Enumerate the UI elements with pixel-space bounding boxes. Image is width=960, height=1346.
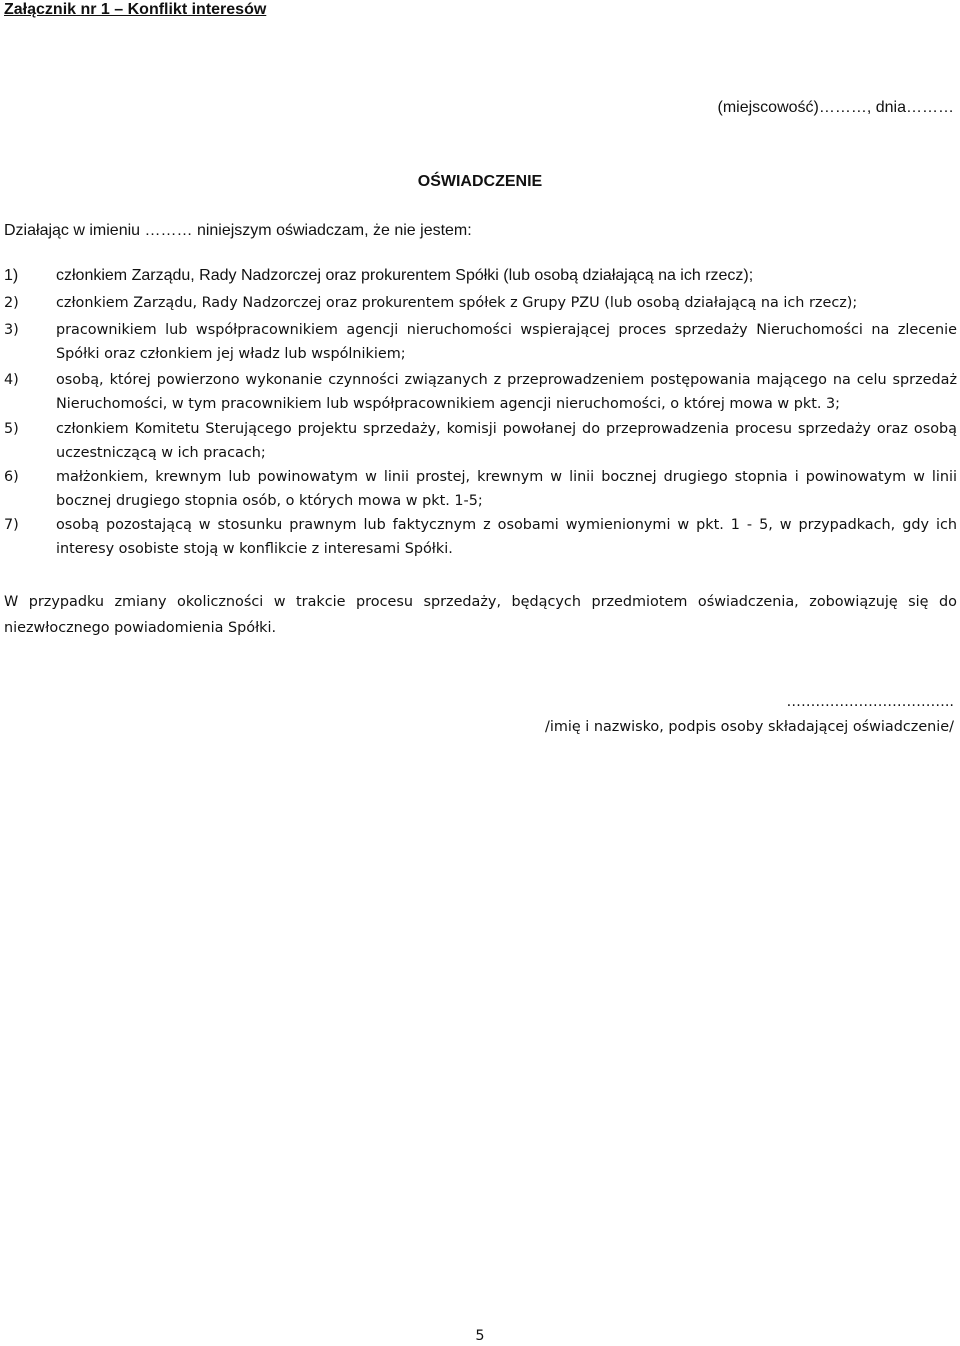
list-item-number: 4) xyxy=(4,372,19,388)
list-item xyxy=(4,318,957,366)
list-item-number: 7) xyxy=(4,517,19,533)
page-number: 5 xyxy=(475,1328,485,1344)
list-item-text: pracownikiem lub współpracownikiem agencji nieruchomości wspierającej proces sprzedaży Nieruchomości na zlecenie Spółki oraz członkiem jej władz lub wspólnikiem; xyxy=(56,322,957,362)
list-item-text: członkiem Komitetu Sterującego projektu sprzedaży, komisji powołanej do przeprowadzenia procesu sprzedaży oraz osobą uczestniczącą w ich pracach; xyxy=(56,421,957,461)
list-item-text: członkiem Zarządu, Rady Nadzorczej oraz prokurentem spółek z Grupy PZU (lub osobą działającą na ich rzecz); xyxy=(56,295,858,311)
list-item xyxy=(4,465,957,513)
list-item xyxy=(4,513,957,561)
document-title: Załącznik nr 1 – Konflikt interesów xyxy=(4,1,267,18)
declaration-list xyxy=(4,264,957,561)
list-item xyxy=(4,417,957,465)
signature-line: …………………………….. xyxy=(786,694,954,710)
place-and-date-line: (miejscowość)………, dnia……… xyxy=(717,99,954,116)
list-item xyxy=(4,368,957,416)
signature-caption: /imię i nazwisko, podpis osoby składającej oświadczenie/ xyxy=(544,719,954,735)
list-item-number: 5) xyxy=(4,421,19,437)
list-item-text: członkiem Zarządu, Rady Nadzorczej oraz prokurentem Spółki (lub osobą działającą na ich rzecz); xyxy=(56,267,754,284)
intro-sentence: Działając w imieniu ……… niniejszym oświadczam, że nie jestem: xyxy=(4,222,472,239)
list-item-number: 3) xyxy=(4,322,19,338)
declaration-heading: OŚWIADCZENIE xyxy=(417,173,543,190)
list-item xyxy=(4,264,957,288)
list-item-text: osobą pozostającą w stosunku prawnym lub faktycznym z osobami wymienionymi w pkt. 1 - 5, w przypadkach, gdy ich interesy osobiste stoją w konflikcie z interesami Spółki. xyxy=(56,517,957,557)
list-item-number: 1) xyxy=(4,267,19,284)
list-item-number: 2) xyxy=(4,295,19,311)
closing-paragraph: W przypadku zmiany okoliczności w trakcie procesu sprzedaży, będących przedmiotem oświadczenia, zobowiązuję się do niezwłocznego powiadomienia Spółki. xyxy=(4,594,957,636)
list-item-text: osobą, której powierzono wykonanie czynności związanych z przeprowadzeniem postępowania mającego na celu sprzedaż Nieruchomości, w tym pracownikiem lub współpracownikiem agencji nieruchomości, o której mowa w pkt. 3; xyxy=(56,372,957,412)
list-item-number: 6) xyxy=(4,469,19,485)
list-item xyxy=(4,291,957,315)
list-item-text: małżonkiem, krewnym lub powinowatym w linii prostej, krewnym w linii bocznej drugiego stopnia i powinowatym w linii bocznej drugiego stopnia osób, o których mowa w pkt. 1-5; xyxy=(56,469,957,509)
